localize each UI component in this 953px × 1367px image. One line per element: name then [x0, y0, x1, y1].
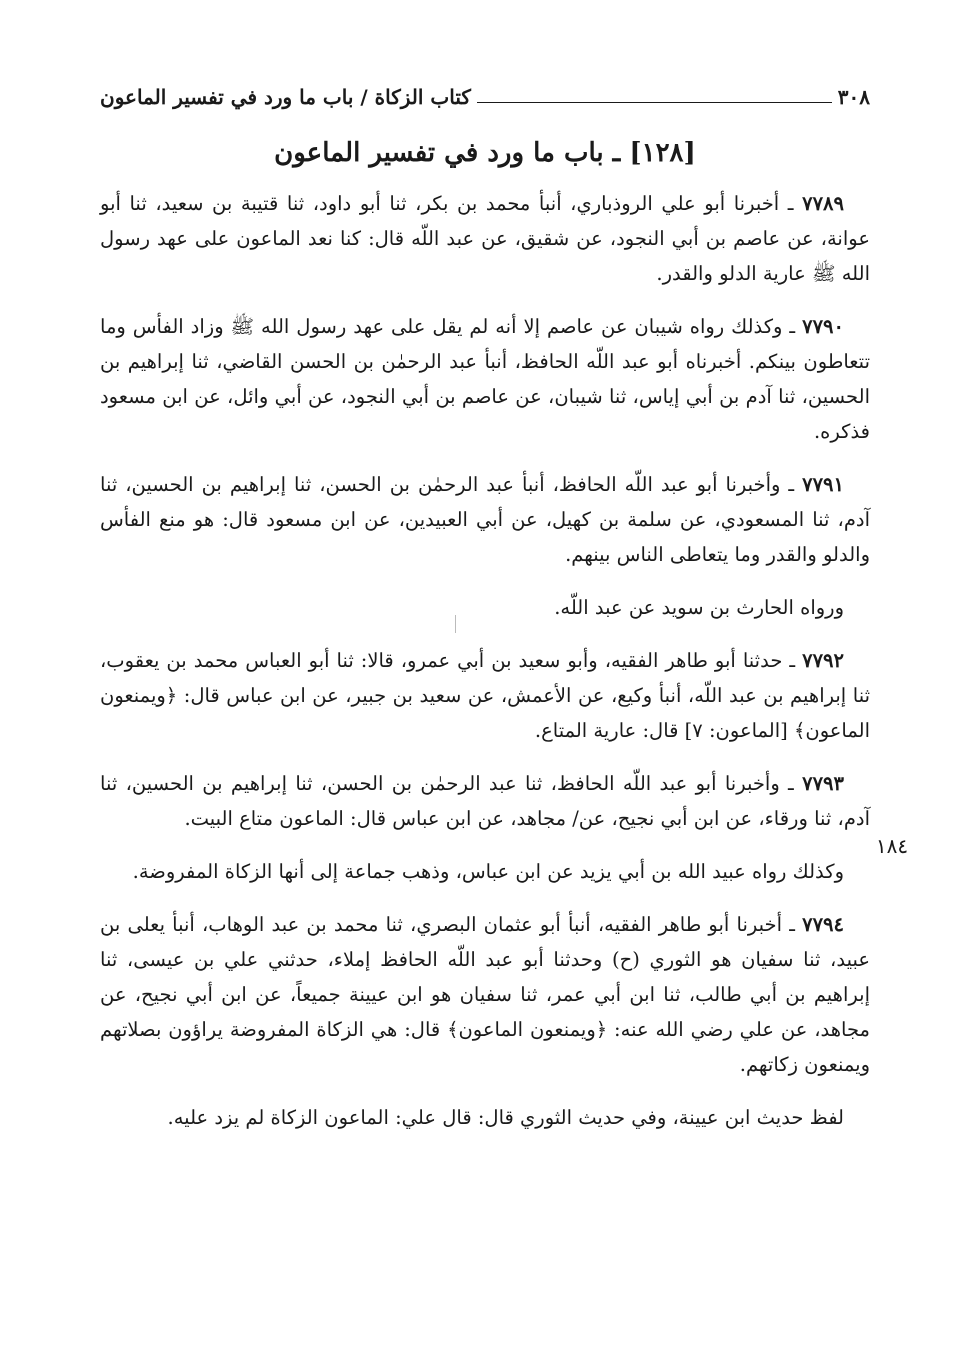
hadith-number: ٧٧٩٣	[802, 772, 844, 795]
manuscript-margin-number: ١٨٤	[875, 834, 909, 858]
running-header	[100, 80, 870, 114]
hadith-paragraph	[100, 467, 870, 572]
hadith-number: ٧٧٩٠	[802, 315, 844, 338]
note-paragraph	[100, 1100, 870, 1135]
hadith-paragraph	[100, 186, 870, 291]
hadith-text: ـ وكذلك رواه شيبان عن عاصم إلا أنه لم يقل على عهد رسول الله ﷺ وزاد الفأس وما تتعاطون بينكم. أخبرناه أبو عبد اللّه الحافظ، أنبأ عبد الرحمٰن بن الحسن القاضي، ثنا إبراهيم بن الحسين، ثنا آدم بن أبي إياس، ثنا شيبان، عن عاصم بن أبي النجود، عن أبي وائل، عن ابن مسعود فذكره.	[100, 315, 870, 443]
hadith-text: ـ وأخبرنا أبو عبد اللّه الحافظ، أنبأ عبد الرحمٰن بن الحسن، ثنا إبراهيم بن الحسين، ثنا آدم، ثنا المسعودي، عن سلمة بن كهيل، عن أبي العبيدين، عن ابن مسعود قال: هو منع الفأس والدلو والقدر وما يتعاطى الناس بينهم.	[100, 473, 870, 566]
body-text	[100, 186, 870, 1153]
hadith-number: ٧٧٩٤	[802, 913, 844, 936]
hadith-number: ٧٧٩١	[802, 473, 844, 496]
hadith-text: ـ وأخبرنا أبو عبد اللّه الحافظ، ثنا عبد الرحمٰن بن الحسن، ثنا إبراهيم بن الحسين، ثنا آدم، ثنا ورقاء، عن ابن أبي نجيح، عن/ مجاهد، عن ابن عباس قال: الماعون متاع البيت.	[100, 772, 870, 830]
hadith-paragraph	[100, 309, 870, 449]
header-rule	[477, 102, 832, 103]
hadith-text: ـ حدثنا أبو طاهر الفقيه، وأبو سعيد بن أبي عمرو، قالا: ثنا أبو العباس محمد بن يعقوب، ثنا إبراهيم بن عبد اللّه، أنبأ وكيع، عن الأعمش، عن سعيد بن جبير، عن ابن عباس قال: ﴿ويمنعون الماعون﴾ [الماعون: ٧] قال: عارية المتاع.	[100, 649, 870, 742]
hadith-number: ٧٧٨٩	[802, 192, 844, 215]
chapter-title: [١٢٨] ـ باب ما ورد في تفسير الماعون	[274, 138, 696, 168]
hadith-paragraph	[100, 766, 870, 836]
scan-mark	[455, 615, 456, 633]
note-text: لفظ حديث ابن عيينة، وفي حديث الثوري قال: قال علي: الماعون الزكاة لم يزد عليه.	[167, 1106, 844, 1129]
running-title: كتاب الزكاة / باب ما ورد في تفسير الماعون	[100, 85, 471, 109]
note-paragraph	[100, 854, 870, 889]
hadith-number: ٧٧٩٢	[802, 649, 844, 672]
note-paragraph	[100, 590, 870, 625]
note-text: ورواه الحارث بن سويد عن عبد اللّه.	[554, 596, 844, 619]
hadith-text: ـ أخبرنا أبو علي الروذباري، أنبأ محمد بن بكر، ثنا أبو داود، ثنا قتيبة بن سعيد، ثنا أبو عوانة، عن عاصم بن أبي النجود، عن شقيق، عن عبد اللّه قال: كنا نعد الماعون على عهد رسول الله ﷺ عارية الدلو والقدر.	[100, 192, 870, 285]
hadith-paragraph	[100, 643, 870, 748]
page-number: ٣٠٨	[837, 85, 870, 109]
note-text: وكذلك رواه عبيد الله بن أبي يزيد عن ابن عباس، وذهب جماعة إلى أنها الزكاة المفروضة.	[132, 860, 844, 883]
hadith-paragraph	[100, 907, 870, 1082]
hadith-text: ـ أخبرنا أبو طاهر الفقيه، أنبأ أبو عثمان البصري، ثنا محمد بن عبد الوهاب، أنبأ يعلى بن عبيد، ثنا سفيان هو الثوري (ح) وحدثنا أبو عبد اللّه الحافظ إملاء، حدثني علي بن عيسى، ثنا إبراهيم بن أبي طالب، ثنا ابن أبي عمر، ثنا سفيان هو ابن عيينة جميعاً، عن ابن أبي نجيح، عن مجاهد، عن علي رضي الله عنه: ﴿ويمنعون الماعون﴾ قال: هي الزكاة المفروضة يراؤون بصلاتهم ويمنعون زكاتهم.	[100, 913, 870, 1076]
